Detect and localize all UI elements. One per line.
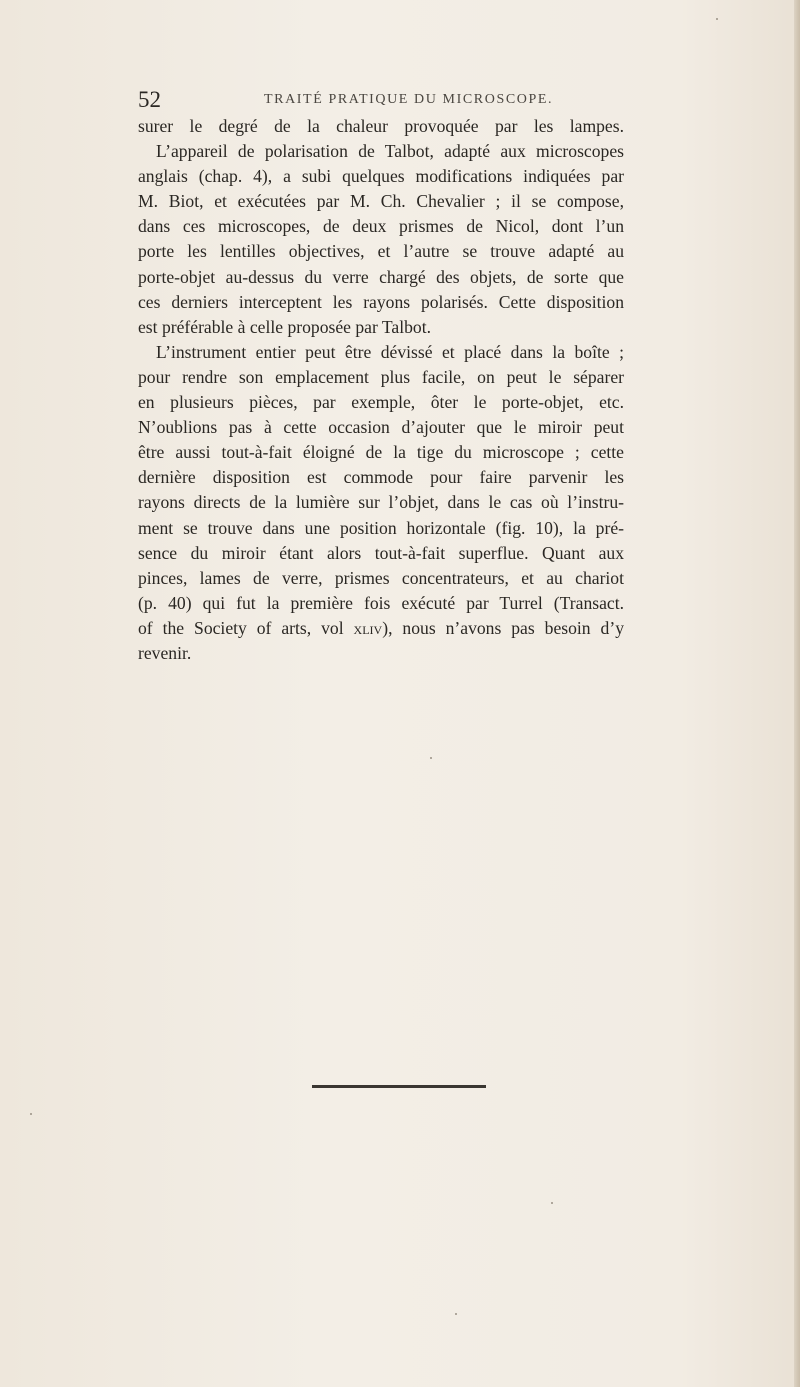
text-line: anglais (chap. 4), a subi quelques modifications indiquées par	[138, 166, 624, 187]
running-title: TRAITÉ PRATIQUE DU MICROSCOPE.	[264, 92, 554, 107]
text-line: pour rendre son emplacement plus facile, on peut le séparer	[138, 366, 624, 387]
text-line: rayons directs de la lumière sur l’objet, dans le cas où l’instru-	[138, 492, 624, 513]
paper-speck	[430, 757, 432, 759]
end-rule	[312, 1085, 486, 1088]
text-line: N’oublions pas à cette occasion d’ajouter que le miroir peut	[138, 417, 624, 438]
text-line: porte-objet au-dessus du verre chargé des objets, de sorte que	[138, 266, 624, 287]
text-line: être aussi tout-à-fait éloigné de la tige du microscope ; cette	[138, 442, 624, 463]
text-line: revenir.	[138, 642, 192, 663]
text-line: ces derniers interceptent les rayons polarisés. Cette disposition	[138, 291, 624, 312]
paper-speck	[30, 1113, 32, 1115]
text-line: porte les lentilles objectives, et l’autre se trouve adapté au	[138, 241, 624, 262]
text-line: en plusieurs pièces, par exemple, ôter le porte-objet, etc.	[138, 392, 624, 413]
text-line: ment se trouve dans une position horizontale (fig. 10), la pré-	[138, 517, 624, 538]
paper-speck	[716, 18, 718, 20]
paper-speck	[551, 1202, 553, 1204]
text-line: sence du miroir étant alors tout-à-fait superflue. Quant aux	[138, 542, 624, 563]
text-line: est préférable à celle proposée par Talbot.	[138, 316, 431, 337]
page-header	[138, 86, 624, 114]
text-line: L’appareil de polarisation de Talbot, adapté aux microscopes	[156, 141, 624, 162]
text-line: M. Biot, et exécutées par M. Ch. Chevalier ; il se compose,	[138, 191, 624, 212]
text-line: pinces, lames de verre, prismes concentrateurs, et au chariot	[138, 567, 624, 588]
text-line: L’instrument entier peut être dévissé et placé dans la boîte ;	[156, 341, 624, 362]
page-number: 52	[138, 87, 161, 112]
page-edge-shadow	[794, 0, 800, 1387]
body-text	[138, 114, 624, 666]
text-line: dernière disposition est commode pour faire parvenir les	[138, 467, 624, 488]
text-line: surer le degré de la chaleur provoquée par les lampes.	[138, 116, 624, 136]
text-line-with-volume	[138, 616, 624, 641]
volume-numeral: xliv	[353, 617, 383, 638]
text-line-head: of the Society of arts, vol	[138, 617, 354, 638]
paper-speck	[455, 1313, 457, 1315]
text-line: (p. 40) qui fut la première fois exécuté par Turrel (Transact.	[138, 592, 624, 613]
text-line: dans ces microscopes, de deux prismes de Nicol, dont l’un	[138, 216, 624, 237]
text-line-tail: ), nous n’avons pas besoin d’y	[382, 617, 624, 638]
